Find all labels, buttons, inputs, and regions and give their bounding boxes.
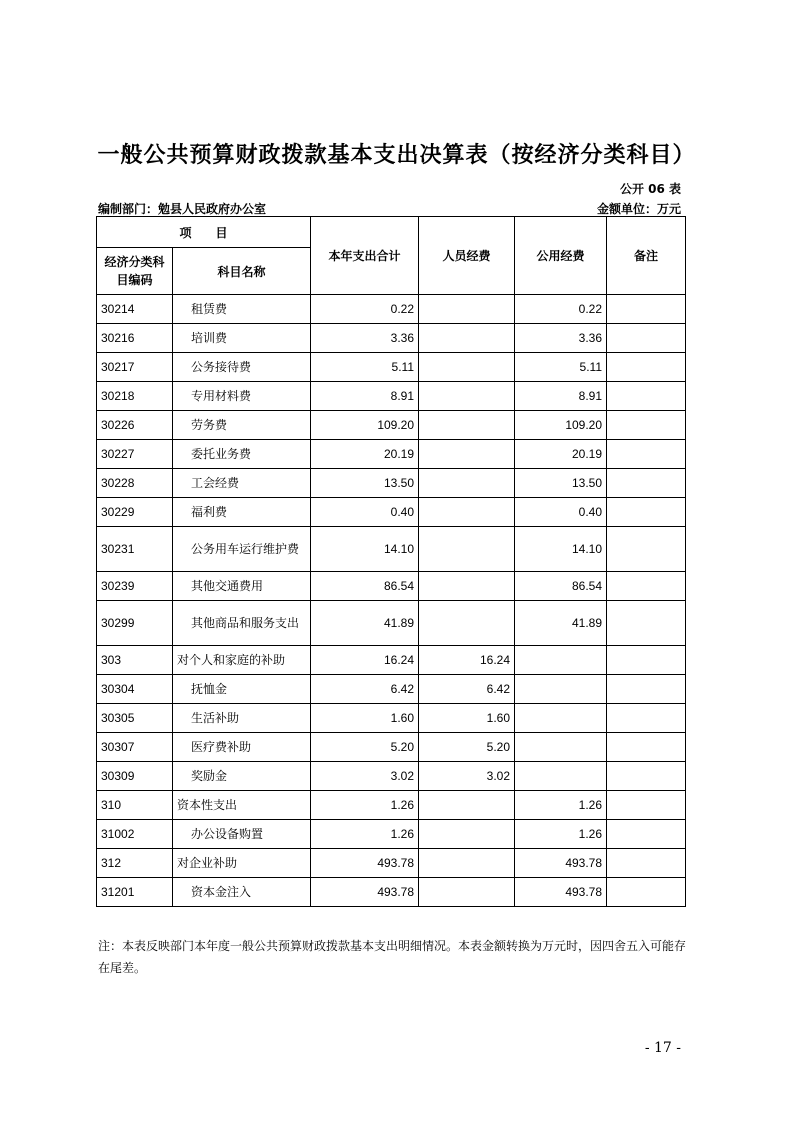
- cell-remark: [607, 733, 686, 762]
- header-code: 经济分类科目编码: [97, 248, 173, 295]
- cell-code: 30304: [97, 675, 173, 704]
- cell-code: 31201: [97, 878, 173, 907]
- cell-total: 8.91: [311, 382, 419, 411]
- cell-personnel: [419, 411, 515, 440]
- cell-remark: [607, 324, 686, 353]
- cell-total: 1.60: [311, 704, 419, 733]
- cell-code: 30227: [97, 440, 173, 469]
- cell-name: 租赁费: [173, 295, 311, 324]
- cell-remark: [607, 411, 686, 440]
- cell-public: 0.22: [515, 295, 607, 324]
- table-row: [97, 601, 686, 646]
- table-row: [97, 733, 686, 762]
- cell-code: 30229: [97, 498, 173, 527]
- table-row: [97, 527, 686, 572]
- cell-name: 抚恤金: [173, 675, 311, 704]
- cell-remark: [607, 295, 686, 324]
- cell-total: 493.78: [311, 849, 419, 878]
- cell-total: 1.26: [311, 791, 419, 820]
- table-row: [97, 704, 686, 733]
- cell-code: 30214: [97, 295, 173, 324]
- cell-code: 30305: [97, 704, 173, 733]
- cell-public: 109.20: [515, 411, 607, 440]
- cell-name: 公务接待费: [173, 353, 311, 382]
- cell-public: 1.26: [515, 820, 607, 849]
- cell-public: 493.78: [515, 849, 607, 878]
- cell-code: 30299: [97, 601, 173, 646]
- cell-name: 对个人和家庭的补助: [173, 646, 311, 675]
- cell-code: 30309: [97, 762, 173, 791]
- cell-total: 109.20: [311, 411, 419, 440]
- form-number: 公开 06 表: [619, 182, 681, 196]
- header-total: 本年支出合计: [311, 217, 419, 295]
- cell-total: 5.11: [311, 353, 419, 382]
- header-personnel: 人员经费: [419, 217, 515, 295]
- table-row: [97, 646, 686, 675]
- table-row: [97, 791, 686, 820]
- cell-name: 劳务费: [173, 411, 311, 440]
- cell-total: 14.10: [311, 527, 419, 572]
- cell-code: 312: [97, 849, 173, 878]
- cell-public: 0.40: [515, 498, 607, 527]
- cell-total: 1.26: [311, 820, 419, 849]
- table-row: [97, 324, 686, 353]
- cell-name: 培训费: [173, 324, 311, 353]
- page-title: 一般公共预算财政拨款基本支出决算表（按经济分类科目）: [97, 143, 696, 168]
- cell-public: [515, 675, 607, 704]
- cell-name: 公务用车运行维护费: [173, 527, 311, 572]
- cell-personnel: [419, 849, 515, 878]
- cell-public: 20.19: [515, 440, 607, 469]
- page-number: - 17 -: [644, 1040, 681, 1056]
- cell-code: 310: [97, 791, 173, 820]
- cell-name: 其他交通费用: [173, 572, 311, 601]
- cell-name: 其他商品和服务支出: [173, 601, 311, 646]
- compiling-department: 编制部门：勉县人民政府办公室: [98, 202, 267, 216]
- cell-personnel: 5.20: [419, 733, 515, 762]
- cell-remark: [607, 601, 686, 646]
- cell-personnel: [419, 353, 515, 382]
- cell-remark: [607, 878, 686, 907]
- cell-total: 41.89: [311, 601, 419, 646]
- cell-total: 3.02: [311, 762, 419, 791]
- cell-code: 30218: [97, 382, 173, 411]
- cell-name: 福利费: [173, 498, 311, 527]
- cell-public: [515, 762, 607, 791]
- cell-personnel: [419, 382, 515, 411]
- cell-code: 30226: [97, 411, 173, 440]
- cell-name: 医疗费补助: [173, 733, 311, 762]
- table-row: [97, 849, 686, 878]
- table-row: [97, 295, 686, 324]
- cell-public: 86.54: [515, 572, 607, 601]
- cell-personnel: [419, 440, 515, 469]
- cell-code: 30217: [97, 353, 173, 382]
- header-item: 项 目: [97, 217, 311, 248]
- cell-name: 工会经费: [173, 469, 311, 498]
- cell-remark: [607, 820, 686, 849]
- cell-remark: [607, 440, 686, 469]
- table-row: [97, 762, 686, 791]
- cell-personnel: 3.02: [419, 762, 515, 791]
- cell-personnel: [419, 820, 515, 849]
- table-row: [97, 498, 686, 527]
- table-row: [97, 878, 686, 907]
- table-row: [97, 440, 686, 469]
- cell-total: 5.20: [311, 733, 419, 762]
- cell-public: 13.50: [515, 469, 607, 498]
- table-row: [97, 382, 686, 411]
- cell-personnel: [419, 469, 515, 498]
- cell-remark: [607, 762, 686, 791]
- cell-total: 13.50: [311, 469, 419, 498]
- cell-personnel: [419, 498, 515, 527]
- cell-remark: [607, 704, 686, 733]
- cell-name: 资本金注入: [173, 878, 311, 907]
- cell-personnel: 6.42: [419, 675, 515, 704]
- cell-remark: [607, 498, 686, 527]
- table-row: [97, 572, 686, 601]
- cell-code: 31002: [97, 820, 173, 849]
- amount-unit: 金额单位：万元: [596, 202, 681, 216]
- cell-public: 3.36: [515, 324, 607, 353]
- cell-name: 委托业务费: [173, 440, 311, 469]
- table-note: 注：本表反映部门本年度一般公共预算财政拨款基本支出明细情况。本表金额转换为万元时，因四舍五入可能存在尾差。: [98, 939, 687, 975]
- cell-code: 30216: [97, 324, 173, 353]
- cell-public: 1.26: [515, 791, 607, 820]
- cell-public: [515, 704, 607, 733]
- header-public: 公用经费: [515, 217, 607, 295]
- cell-remark: [607, 469, 686, 498]
- cell-personnel: [419, 572, 515, 601]
- table-row: [97, 469, 686, 498]
- cell-remark: [607, 572, 686, 601]
- cell-remark: [607, 527, 686, 572]
- cell-personnel: [419, 295, 515, 324]
- cell-remark: [607, 353, 686, 382]
- cell-code: 30239: [97, 572, 173, 601]
- cell-public: 8.91: [515, 382, 607, 411]
- cell-public: [515, 733, 607, 762]
- cell-remark: [607, 849, 686, 878]
- cell-personnel: [419, 601, 515, 646]
- cell-total: 20.19: [311, 440, 419, 469]
- cell-personnel: [419, 324, 515, 353]
- cell-total: 16.24: [311, 646, 419, 675]
- cell-total: 0.22: [311, 295, 419, 324]
- cell-remark: [607, 791, 686, 820]
- cell-name: 对企业补助: [173, 849, 311, 878]
- cell-public: 41.89: [515, 601, 607, 646]
- cell-personnel: [419, 527, 515, 572]
- cell-total: 6.42: [311, 675, 419, 704]
- cell-name: 办公设备购置: [173, 820, 311, 849]
- cell-name: 生活补助: [173, 704, 311, 733]
- cell-personnel: [419, 791, 515, 820]
- cell-remark: [607, 675, 686, 704]
- cell-public: [515, 646, 607, 675]
- cell-name: 资本性支出: [173, 791, 311, 820]
- cell-name: 专用材料费: [173, 382, 311, 411]
- cell-public: 14.10: [515, 527, 607, 572]
- cell-personnel: 16.24: [419, 646, 515, 675]
- cell-name: 奖励金: [173, 762, 311, 791]
- cell-total: 3.36: [311, 324, 419, 353]
- cell-public: 493.78: [515, 878, 607, 907]
- expenditure-table: [96, 216, 686, 907]
- cell-total: 0.40: [311, 498, 419, 527]
- cell-personnel: [419, 878, 515, 907]
- cell-code: 30307: [97, 733, 173, 762]
- table-row: [97, 353, 686, 382]
- table-row: [97, 411, 686, 440]
- table-body: [97, 295, 686, 907]
- cell-personnel: 1.60: [419, 704, 515, 733]
- cell-code: 30231: [97, 527, 173, 572]
- cell-total: 86.54: [311, 572, 419, 601]
- cell-public: 5.11: [515, 353, 607, 382]
- header-name: 科目名称: [173, 248, 311, 295]
- table-row: [97, 820, 686, 849]
- cell-code: 303: [97, 646, 173, 675]
- cell-remark: [607, 382, 686, 411]
- table-row: [97, 675, 686, 704]
- cell-code: 30228: [97, 469, 173, 498]
- cell-remark: [607, 646, 686, 675]
- cell-total: 493.78: [311, 878, 419, 907]
- header-remark: 备注: [607, 217, 686, 295]
